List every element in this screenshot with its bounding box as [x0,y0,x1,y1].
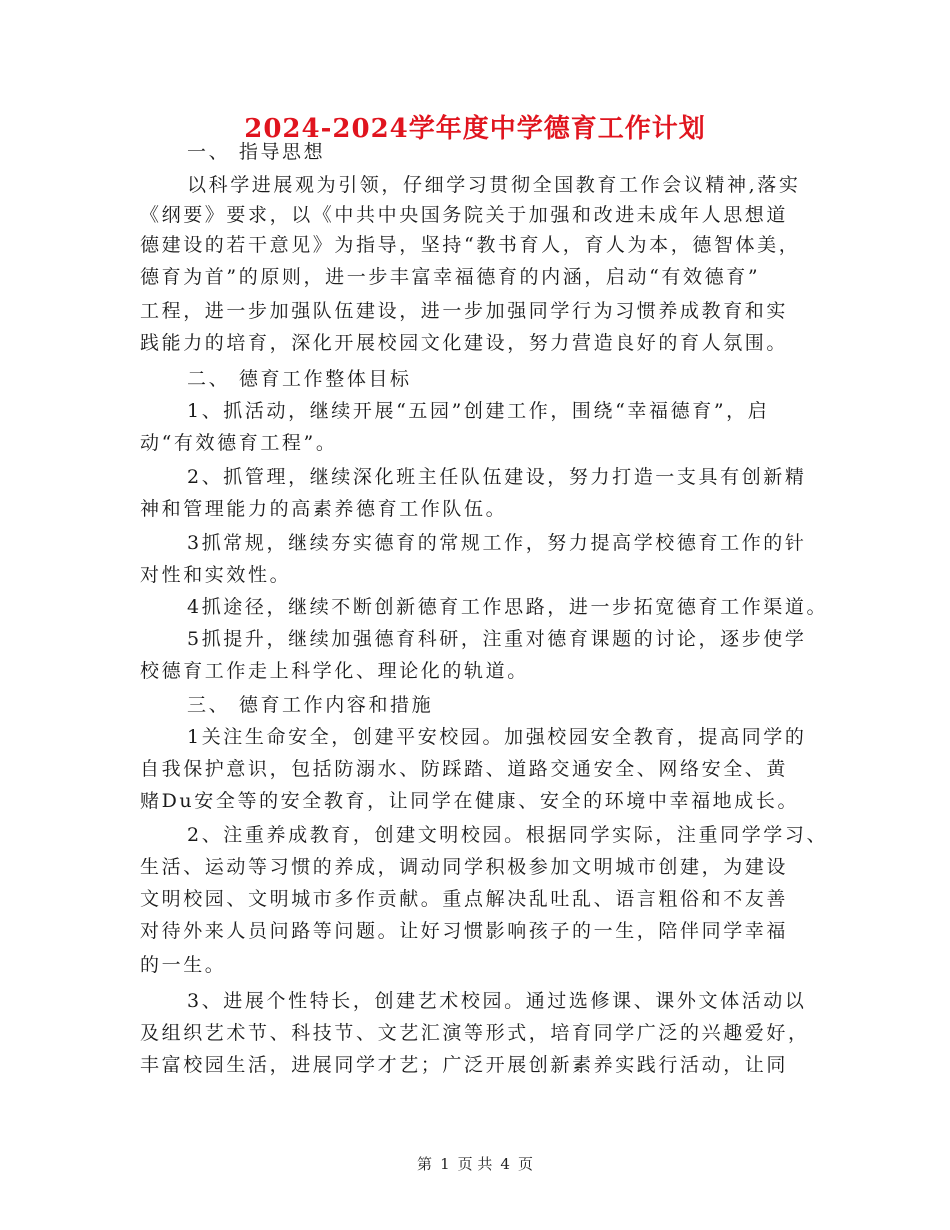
paragraph-line: 对待外来人员问路等问题。让好习惯影响孩子的一生，陪伴同学幸福 [140,920,789,942]
paragraph-line: 3抓常规，继续夯实德育的常规工作，努力提高学校德育工作的针 [187,532,807,554]
paragraph-line: 自我保护意识，包括防溺水、防踩踏、道路交通安全、网络安全、黄 [140,758,789,780]
paragraph-line: 4抓途径，继续不断创新德育工作思路，进一步拓宽德育工作渠道。 [187,596,829,618]
footer-suffix: 页 [517,1155,533,1173]
footer-mid: 页 共 [457,1155,493,1173]
paragraph-line: 《纲要》要求，以《中共中央国务院关于加强和改进未成年人思想道 [140,204,789,226]
page-number: 1 [440,1155,450,1173]
paragraph-line: 文明校园、文明城市多作贡献。重点解决乱吐乱、语言粗俗和不友善 [140,888,789,910]
paragraph-line: 的一生。 [140,954,227,976]
paragraph-line: 及组织艺术节、科技节、文艺汇演等形式，培育同学广泛的兴趣爱好， [140,1022,810,1044]
paragraph-line: 德建设的若干意见》为指导，坚持“教书育人，育人为本，德智体美， [140,234,801,256]
paragraph-line: 丰富校园生活，进展同学才艺；广泛开展创新素养实践行活动，让同 [140,1054,789,1076]
section-heading-3: 三、 德育工作内容和措施 [187,694,434,716]
paragraph-line: 2、注重养成教育，创建文明校园。根据同学实际，注重同学学习、 [187,824,829,846]
paragraph-line: 生活、运动等习惯的养成，调动同学积极参加文明城市创建，为建设 [140,856,789,878]
page-total: 4 [500,1155,510,1173]
page-footer [0,1153,950,1175]
paragraph-line: 1关注生命安全，创建平安校园。加强校园安全教育，提高同学的 [187,726,807,748]
paragraph-line: 5抓提升，继续加强德育科研，注重对德育课题的讨论，逐步使学 [187,628,807,650]
paragraph-line: 1、抓活动，继续开展“五园”创建工作，围绕“幸福德育”，启 [187,400,770,422]
paragraph-line: 动“有效德育工程”。 [140,432,338,454]
paragraph-line: 践能力的培育，深化开展校园文化建设，努力营造良好的育人氛围。 [140,332,789,354]
footer-prefix: 第 [417,1155,433,1173]
paragraph-line: 以科学进展观为引领，仔细学习贯彻全国教育工作会议精神,落实 [187,174,801,196]
paragraph-line: 2、抓管理，继续深化班主任队伍建设，努力打造一支具有创新精 [187,466,807,488]
paragraph-line: 3、进展个性特长，创建艺术校园。通过选修课、课外文体活动以 [187,990,807,1012]
paragraph-line: 校德育工作走上科学化、理论化的轨道。 [140,660,529,682]
section-heading-2: 二、 德育工作整体目标 [187,368,412,390]
paragraph-line: 赌Du安全等的安全教育，让同学在健康、安全的环境中幸福地成长。 [140,790,800,812]
paragraph-line: 对性和实效性。 [140,564,292,586]
paragraph-line: 神和管理能力的高素养德育工作队伍。 [140,498,508,520]
paragraph-line: 工程，进一步加强队伍建设，进一步加强同学行为习惯养成教育和实 [140,300,789,322]
paragraph-line: 德育为首”的原则，进一步丰富幸福德育的内涵，启动“有效德育” [140,266,761,288]
document-title: 2024-2024学年度中学德育工作计划 [244,114,706,144]
section-heading-1: 一、 指导思想 [187,141,326,163]
